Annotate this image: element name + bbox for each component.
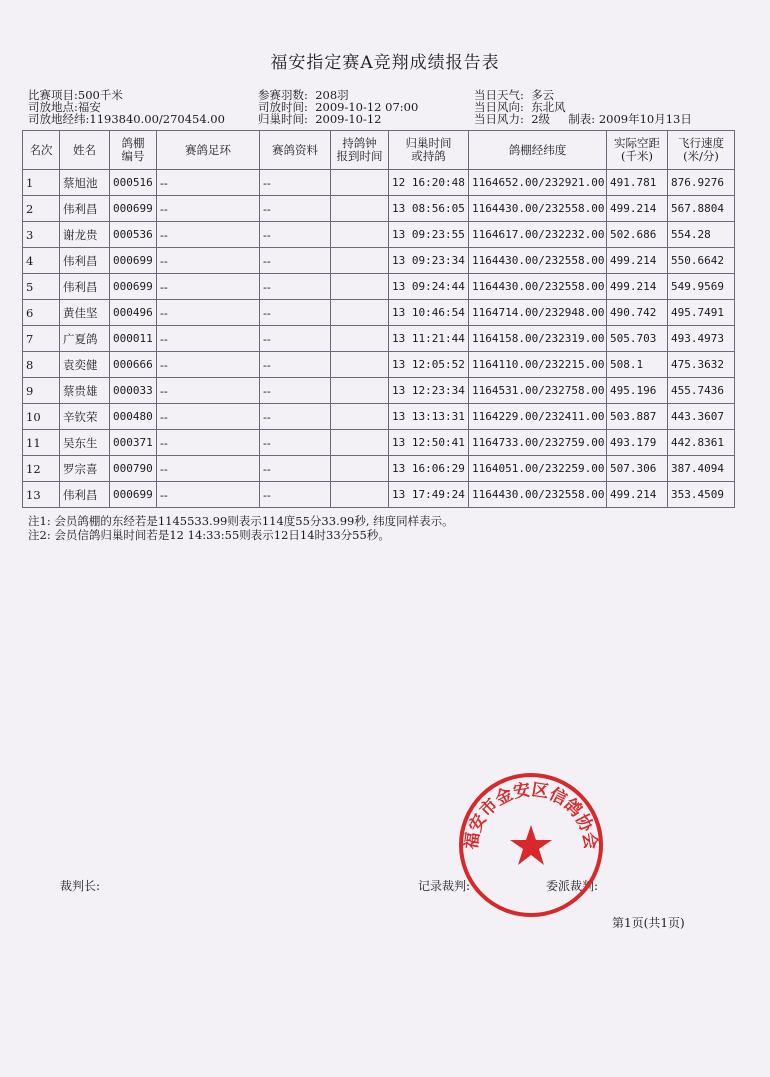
table-row	[23, 300, 735, 326]
cell-arrival: 13 17:49:24	[389, 482, 469, 508]
cell-clock	[331, 404, 389, 430]
note-1: 注1: 会员鸽棚的东经若是1145533.99则表示114度55分33.99秒, 纬度同样表示。	[28, 514, 454, 528]
record-judge-signature: 记录裁判:	[418, 879, 471, 893]
cell-rank: 7	[23, 326, 60, 352]
cell-ring: --	[157, 196, 260, 222]
cell-clock	[331, 222, 389, 248]
cell-info: --	[260, 404, 331, 430]
cell-loft: 000033	[110, 378, 157, 404]
cell-name: 袁奕健	[60, 352, 110, 378]
cell-loft: 000699	[110, 482, 157, 508]
cell-distance: 491.781	[607, 170, 668, 196]
column-header-name: 姓名	[60, 131, 110, 170]
column-header-distance: 实际空距 (千米)	[607, 131, 668, 170]
cell-loft: 000516	[110, 170, 157, 196]
meta-weather: 当日天气: 多云	[474, 88, 555, 102]
cell-coord: 1164158.00/232319.00	[469, 326, 607, 352]
cell-speed: 353.4509	[668, 482, 735, 508]
column-header-arrival: 归巢时间 或持鸽	[389, 131, 469, 170]
cell-loft: 000699	[110, 196, 157, 222]
cell-info: --	[260, 248, 331, 274]
cell-arrival: 13 09:24:44	[389, 274, 469, 300]
cell-ring: --	[157, 170, 260, 196]
meta-race-item: 比赛项目:500千米	[28, 88, 123, 102]
cell-rank: 12	[23, 456, 60, 482]
cell-speed: 387.4094	[668, 456, 735, 482]
cell-loft: 000699	[110, 274, 157, 300]
cell-arrival: 13 08:56:05	[389, 196, 469, 222]
cell-clock	[331, 378, 389, 404]
meta-made-date: 2009年10月13日	[598, 112, 692, 126]
cell-rank: 8	[23, 352, 60, 378]
report-title: 福安指定赛A竞翔成绩报告表	[270, 53, 500, 73]
cell-speed: 442.8361	[668, 430, 735, 456]
cell-distance: 499.214	[607, 196, 668, 222]
cell-loft: 000011	[110, 326, 157, 352]
column-header-info: 赛鸽资料	[260, 131, 331, 170]
cell-arrival: 12 16:20:48	[389, 170, 469, 196]
cell-ring: --	[157, 482, 260, 508]
cell-loft: 000536	[110, 222, 157, 248]
cell-distance: 499.214	[607, 274, 668, 300]
cell-info: --	[260, 326, 331, 352]
cell-speed: 495.7491	[668, 300, 735, 326]
cell-rank: 4	[23, 248, 60, 274]
cell-arrival: 13 09:23:34	[389, 248, 469, 274]
table-row	[23, 430, 735, 456]
cell-loft: 000666	[110, 352, 157, 378]
table-row	[23, 196, 735, 222]
cell-name: 罗宗喜	[60, 456, 110, 482]
cell-rank: 10	[23, 404, 60, 430]
table-body	[23, 170, 735, 508]
cell-coord: 1164430.00/232558.00	[469, 196, 607, 222]
cell-ring: --	[157, 430, 260, 456]
cell-name: 伟利昌	[60, 274, 110, 300]
cell-coord: 1164430.00/232558.00	[469, 248, 607, 274]
cell-loft: 000496	[110, 300, 157, 326]
cell-coord: 1164617.00/232232.00	[469, 222, 607, 248]
assigned-judge-signature: 委派裁判:	[546, 879, 599, 893]
cell-clock	[331, 430, 389, 456]
notes	[28, 514, 454, 542]
cell-arrival: 13 13:13:31	[389, 404, 469, 430]
cell-info: --	[260, 274, 331, 300]
cell-rank: 5	[23, 274, 60, 300]
meta-wind-force: 当日风力: 2级 制表: 2009年10月13日	[474, 112, 692, 126]
column-header-clock: 持鸽钟 报到时间	[331, 131, 389, 170]
table-row	[23, 482, 735, 508]
cell-name: 吴东生	[60, 430, 110, 456]
meta-return-time: 归巢时间: 2009-10-12	[258, 112, 382, 126]
cell-clock	[331, 300, 389, 326]
cell-ring: --	[157, 352, 260, 378]
cell-info: --	[260, 222, 331, 248]
cell-name: 伟利昌	[60, 248, 110, 274]
cell-info: --	[260, 456, 331, 482]
cell-arrival: 13 16:06:29	[389, 456, 469, 482]
column-header-loft: 鸽棚 编号	[110, 131, 157, 170]
cell-rank: 1	[23, 170, 60, 196]
table-row	[23, 404, 735, 430]
cell-info: --	[260, 378, 331, 404]
cell-rank: 9	[23, 378, 60, 404]
cell-coord: 1164110.00/232215.00	[469, 352, 607, 378]
table-row	[23, 378, 735, 404]
cell-coord: 1164652.00/232921.00	[469, 170, 607, 196]
cell-name: 黄佳坚	[60, 300, 110, 326]
cell-clock	[331, 274, 389, 300]
column-header-ring: 赛鸽足环	[157, 131, 260, 170]
cell-rank: 6	[23, 300, 60, 326]
table-row	[23, 170, 735, 196]
page-number: 第1页(共1页)	[612, 916, 685, 930]
cell-info: --	[260, 430, 331, 456]
meta-release-coord: 司放地经纬:1193840.00/270454.00	[28, 112, 225, 126]
cell-ring: --	[157, 222, 260, 248]
cell-coord: 1164430.00/232558.00	[469, 274, 607, 300]
cell-coord: 1164733.00/232759.00	[469, 430, 607, 456]
cell-name: 辛钦荣	[60, 404, 110, 430]
cell-name: 蔡贵雄	[60, 378, 110, 404]
table-row	[23, 248, 735, 274]
cell-clock	[331, 326, 389, 352]
cell-distance: 508.1	[607, 352, 668, 378]
cell-clock	[331, 196, 389, 222]
cell-ring: --	[157, 274, 260, 300]
cell-distance: 505.703	[607, 326, 668, 352]
cell-clock	[331, 456, 389, 482]
cell-speed: 567.8804	[668, 196, 735, 222]
cell-clock	[331, 352, 389, 378]
table-row	[23, 352, 735, 378]
cell-coord: 1164051.00/232259.00	[469, 456, 607, 482]
cell-info: --	[260, 170, 331, 196]
cell-ring: --	[157, 300, 260, 326]
cell-rank: 2	[23, 196, 60, 222]
cell-info: --	[260, 196, 331, 222]
cell-speed: 549.9569	[668, 274, 735, 300]
table-row	[23, 222, 735, 248]
cell-rank: 3	[23, 222, 60, 248]
column-header-speed: 飞行速度 (米/分)	[668, 131, 735, 170]
column-header-rank: 名次	[23, 131, 60, 170]
official-seal-stamp	[456, 770, 606, 920]
cell-arrival: 13 11:21:44	[389, 326, 469, 352]
cell-ring: --	[157, 248, 260, 274]
svg-text:福安市金安区信鸽协会: 福安市金安区信鸽协会	[461, 780, 601, 851]
cell-arrival: 13 09:23:55	[389, 222, 469, 248]
cell-ring: --	[157, 378, 260, 404]
cell-coord: 1164430.00/232558.00	[469, 482, 607, 508]
cell-coord: 1164531.00/232758.00	[469, 378, 607, 404]
cell-info: --	[260, 352, 331, 378]
cell-arrival: 13 12:50:41	[389, 430, 469, 456]
cell-info: --	[260, 300, 331, 326]
table-row	[23, 326, 735, 352]
cell-name: 谢龙贵	[60, 222, 110, 248]
cell-loft: 000480	[110, 404, 157, 430]
cell-name: 伟利昌	[60, 482, 110, 508]
chief-judge-signature: 裁判长:	[60, 879, 101, 893]
meta-wind-direction: 当日风向: 东北风	[474, 100, 566, 114]
meta-release-place: 司放地点:福安	[28, 100, 101, 114]
cell-clock	[331, 482, 389, 508]
cell-arrival: 13 10:46:54	[389, 300, 469, 326]
cell-rank: 13	[23, 482, 60, 508]
cell-speed: 475.3632	[668, 352, 735, 378]
cell-clock	[331, 248, 389, 274]
table-row	[23, 456, 735, 482]
cell-speed: 876.9276	[668, 170, 735, 196]
cell-clock	[331, 170, 389, 196]
cell-speed: 455.7436	[668, 378, 735, 404]
note-2: 注2: 会员信鸽归巢时间若是12 14:33:55则表示12日14时33分55秒。	[28, 528, 390, 542]
meta-release-time: 司放时间: 2009-10-12 07:00	[258, 100, 419, 114]
cell-name: 蔡旭池	[60, 170, 110, 196]
cell-loft: 000371	[110, 430, 157, 456]
cell-arrival: 13 12:23:34	[389, 378, 469, 404]
cell-ring: --	[157, 326, 260, 352]
cell-distance: 502.686	[607, 222, 668, 248]
cell-distance: 493.179	[607, 430, 668, 456]
cell-name: 广夏鸽	[60, 326, 110, 352]
cell-speed: 550.6642	[668, 248, 735, 274]
cell-distance: 507.306	[607, 456, 668, 482]
cell-rank: 11	[23, 430, 60, 456]
cell-distance: 499.214	[607, 248, 668, 274]
cell-arrival: 13 12:05:52	[389, 352, 469, 378]
cell-distance: 499.214	[607, 482, 668, 508]
meta-entries: 参赛羽数: 208羽	[258, 88, 349, 102]
cell-distance: 503.887	[607, 404, 668, 430]
cell-loft: 000699	[110, 248, 157, 274]
results-table	[22, 130, 735, 508]
cell-coord: 1164714.00/232948.00	[469, 300, 607, 326]
cell-ring: --	[157, 404, 260, 430]
table-row	[23, 274, 735, 300]
cell-ring: --	[157, 456, 260, 482]
cell-speed: 493.4973	[668, 326, 735, 352]
table-header-row	[23, 131, 735, 170]
cell-name: 伟利昌	[60, 196, 110, 222]
cell-distance: 495.196	[607, 378, 668, 404]
column-header-coord: 鸽棚经纬度	[469, 131, 607, 170]
cell-distance: 490.742	[607, 300, 668, 326]
cell-coord: 1164229.00/232411.00	[469, 404, 607, 430]
cell-speed: 443.3607	[668, 404, 735, 430]
cell-speed: 554.28	[668, 222, 735, 248]
cell-info: --	[260, 482, 331, 508]
cell-loft: 000790	[110, 456, 157, 482]
meta-made-label: 制表:	[568, 112, 596, 126]
